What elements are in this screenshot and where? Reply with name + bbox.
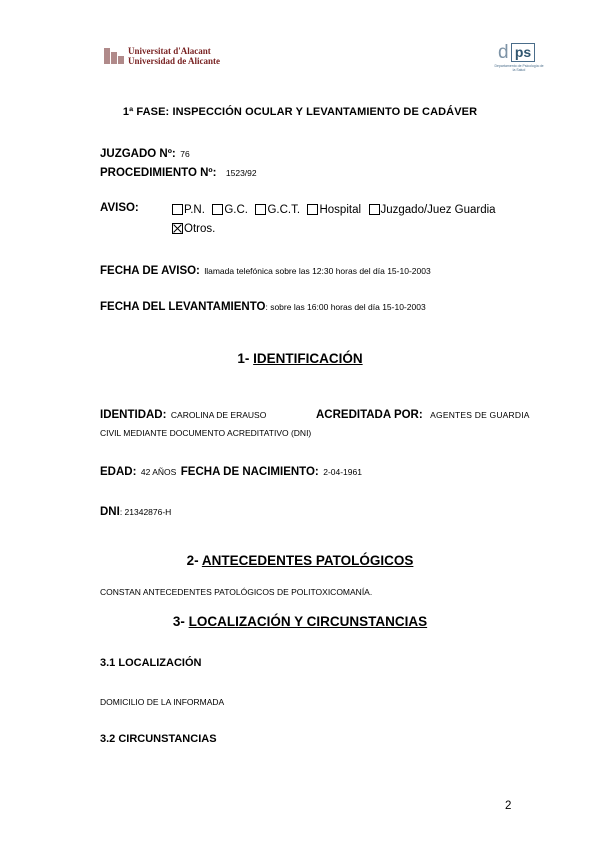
edad-value: 42 AÑOS [140,467,177,477]
checkbox-icon[interactable] [212,204,223,215]
procedimiento-label: PROCEDIMIENTO Nº: [100,167,217,179]
aviso-option-gc[interactable]: G.C. [212,204,248,216]
fecha-levantamiento-row [100,297,426,315]
fecha-aviso-row [100,261,431,279]
subsection-localizacion-title: 3.1 LOCALIZACIÓN [100,657,202,669]
aviso-option-hospital[interactable]: Hospital [307,204,361,216]
dni-row [100,502,171,520]
university-emblem-icon [104,48,124,64]
antecedentes-text: CONSTAN ANTECEDENTES PATOLÓGICOS DE POLITOXICOMANÍA. [100,587,373,597]
dps-logo-subtitle: Departamento de Psicología de la Salud [494,64,544,72]
acreditada-row [316,405,530,423]
acreditada-label: ACREDITADA POR: [316,409,423,421]
university-name-spanish: Universidad de Alicante [128,56,221,66]
edad-label: EDAD: [100,466,137,478]
section-antecedentes-heading: 2- ANTECEDENTES PATOLÓGICOS [186,553,414,568]
identidad-label: IDENTIDAD: [100,409,167,421]
fecha-aviso-label: FECHA DE AVISO: [100,265,200,277]
juzgado-value: 76 [180,149,190,159]
fecha-nacimiento-label: FECHA DE NACIMIENTO: [180,466,319,478]
fecha-levantamiento-value: : sobre las 16:00 horas del día 15-10-2003 [265,302,426,312]
dni-value: : 21342876-H [119,507,172,517]
procedimiento-row [100,163,257,181]
localizacion-text: DOMICILIO DE LA INFORMADA [100,697,225,707]
section-identificacion-heading: 1- IDENTIFICACIÓN [237,351,363,366]
aviso-label: AVISO: [100,202,139,214]
section-localizacion-heading: 3- LOCALIZACIÓN Y CIRCUNSTANCIAS [172,614,428,629]
procedimiento-value: 1523/92 [225,168,257,178]
checkbox-icon[interactable] [369,204,380,215]
university-logo [104,46,220,66]
subsection-circunstancias-title: 3.2 CIRCUNSTANCIAS [100,733,217,745]
acreditada-value: AGENTES DE GUARDIA [430,410,530,420]
checkbox-icon[interactable] [172,204,183,215]
aviso-option-otros[interactable]: Otros. [172,223,215,235]
document-title: 1ª FASE: INSPECCIÓN OCULAR Y LEVANTAMIENTO DE CADÁVER [122,106,478,118]
acreditada-value-continued: CIVIL MEDIANTE DOCUMENTO ACREDITATIVO (DNI) [100,428,312,438]
dps-logo-c: d [498,42,509,63]
aviso-option-juzgado[interactable]: Juzgado/Juez Guardia [369,204,496,216]
dps-logo [493,43,545,75]
checkbox-icon[interactable] [307,204,318,215]
fecha-levantamiento-label: FECHA DEL LEVANTAMIENTO [100,301,266,313]
fecha-nacimiento-value: 2-04-1961 [323,467,362,477]
identidad-row [100,405,266,423]
aviso-option-gct[interactable]: G.C.T. [255,204,300,216]
checked-checkbox-icon[interactable] [172,223,183,234]
edad-row [100,462,362,480]
fecha-aviso-value: llamada telefónica sobre las 12:30 horas del día 15-10-2003 [204,266,431,276]
checkbox-icon[interactable] [255,204,266,215]
page-number: 2 [505,800,512,812]
juzgado-row [100,144,190,162]
aviso-option-pn[interactable]: P.N. [172,204,205,216]
university-name-valencian: Universitat d'Alacant [128,46,211,56]
aviso-options-line1 [172,202,499,220]
dps-logo-letters: ps [511,43,535,62]
dni-label: DNI [100,506,120,518]
identidad-value: CAROLINA DE ERAUSO [170,410,267,420]
juzgado-label: JUZGADO Nº: [100,148,176,160]
aviso-options-line2 [172,221,218,239]
